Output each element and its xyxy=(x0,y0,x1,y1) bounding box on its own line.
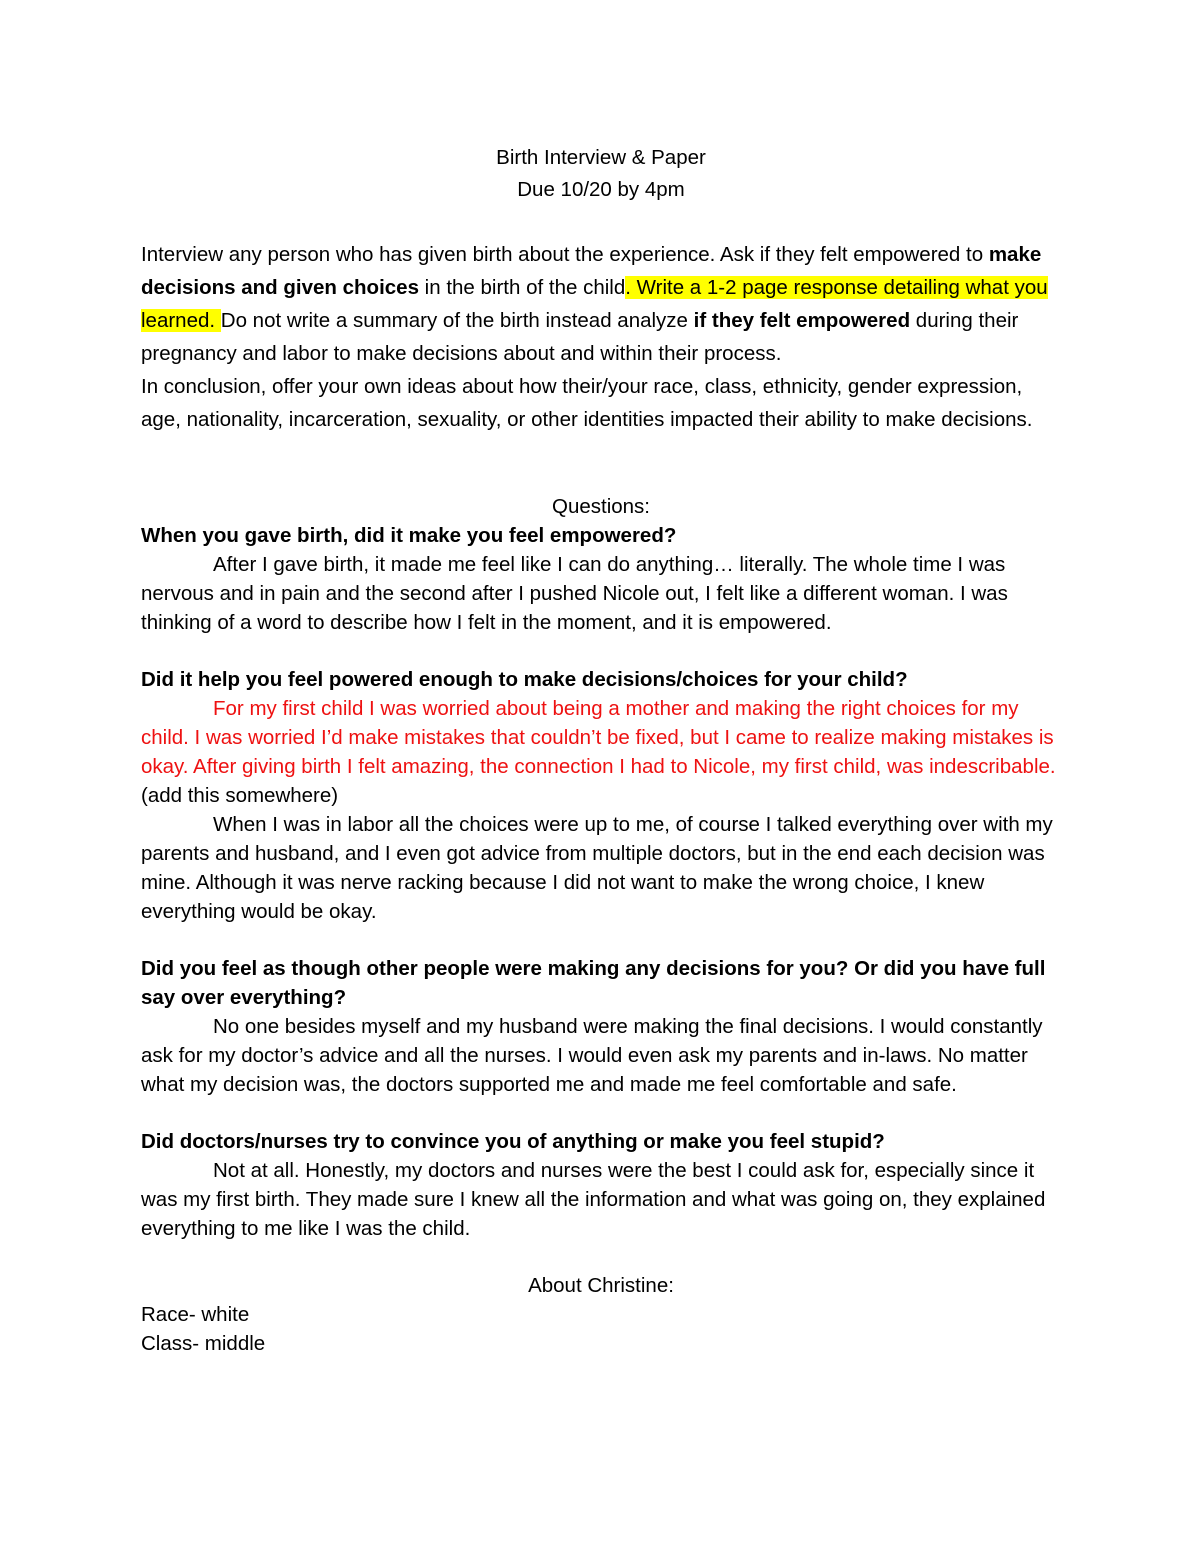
question-2: Did it help you feel powered enough to make decisions/choices for your child? xyxy=(141,668,908,691)
document-page xyxy=(141,140,1061,1358)
instructions-bold-1: make decisions and given choices xyxy=(141,243,1042,299)
instructions-text-4: during their pregnancy and labor to make decisions about and within their process. xyxy=(141,309,1019,365)
answer-2-red-text: For my first child I was worried about being a mother and making the right choices for my child. I was worried I’d make mistakes that couldn’t be fixed, but I came to realize making mistakes is okay. After giving birth I felt amazing, the connection I had to Nicole, my first child, was indescribable. xyxy=(141,697,1056,778)
questions-heading: Questions: xyxy=(552,495,650,518)
answer-4: Not at all. Honestly, my doctors and nurses were the best I could ask for, especially since it was my first birth. They made sure I knew all the information and what was going on, they explained everything to me like I was the child. xyxy=(141,1159,1046,1240)
instructions-text-2: in the birth of the child xyxy=(418,276,626,299)
qa-block-4 xyxy=(141,1127,1061,1243)
answer-2: When I was in labor all the choices were up to me, of course I talked everything over with my parents and husband, and I even got advice from multiple doctors, but in the end each decision was mine. Although it was nerve racking because I did not want to make the wrong choice, I knew everything would be okay. xyxy=(141,813,1053,923)
spacer xyxy=(141,1099,1061,1127)
qa-block-1 xyxy=(141,521,1061,637)
instructions-text-1: Interview any person who has given birth about the experience. Ask if they felt empowered to xyxy=(141,243,989,266)
document-title: Birth Interview & Paper xyxy=(496,146,706,169)
conclusion-paragraph: In conclusion, offer your own ideas about how their/your race, class, ethnicity, gender expression, age, nationality, incarceration, sexuality, or other identities impacted their ability to make decisions. xyxy=(141,375,1033,431)
spacer xyxy=(141,926,1061,954)
spacer xyxy=(141,436,1061,492)
answer-2-draft xyxy=(141,694,1061,810)
instructions-highlight: . Write a 1-2 page response detailing what you learned. xyxy=(141,276,1048,332)
answer-2-note: (add this somewhere) xyxy=(141,784,339,807)
question-4: Did doctors/nurses try to convince you of anything or make you feel stupid? xyxy=(141,1130,885,1153)
qa-block-2 xyxy=(141,665,1061,926)
about-race: Race- white xyxy=(141,1303,250,1326)
about-heading: About Christine: xyxy=(528,1274,674,1297)
due-date: Due 10/20 by 4pm xyxy=(517,178,685,201)
about-section xyxy=(141,1271,1061,1358)
instructions-text-3: Do not write a summary of the birth instead analyze xyxy=(220,309,694,332)
answer-3: No one besides myself and my husband were making the final decisions. I would constantly ask for my doctor’s advice and all the nurses. I would even ask my parents and in-laws. No matter what my decision was, the doctors supported me and made me feel comfortable and safe. xyxy=(141,1015,1043,1096)
spacer xyxy=(141,1243,1061,1271)
instructions-bold-2: if they felt empowered xyxy=(693,309,911,332)
spacer xyxy=(141,637,1061,665)
question-1: When you gave birth, did it make you feel empowered? xyxy=(141,524,677,547)
question-3: Did you feel as though other people were making any decisions for you? Or did you have full say over everything? xyxy=(141,957,1046,1009)
instructions-paragraph xyxy=(141,238,1061,370)
qa-block-3 xyxy=(141,954,1061,1099)
spacer xyxy=(141,206,1061,238)
answer-1: After I gave birth, it made me feel like I can do anything… literally. The whole time I was nervous and in pain and the second after I pushed Nicole out, I felt like a different woman. I was thinking of a word to describe how I felt in the moment, and it is empowered. xyxy=(141,553,1008,634)
about-class: Class- middle xyxy=(141,1332,266,1355)
